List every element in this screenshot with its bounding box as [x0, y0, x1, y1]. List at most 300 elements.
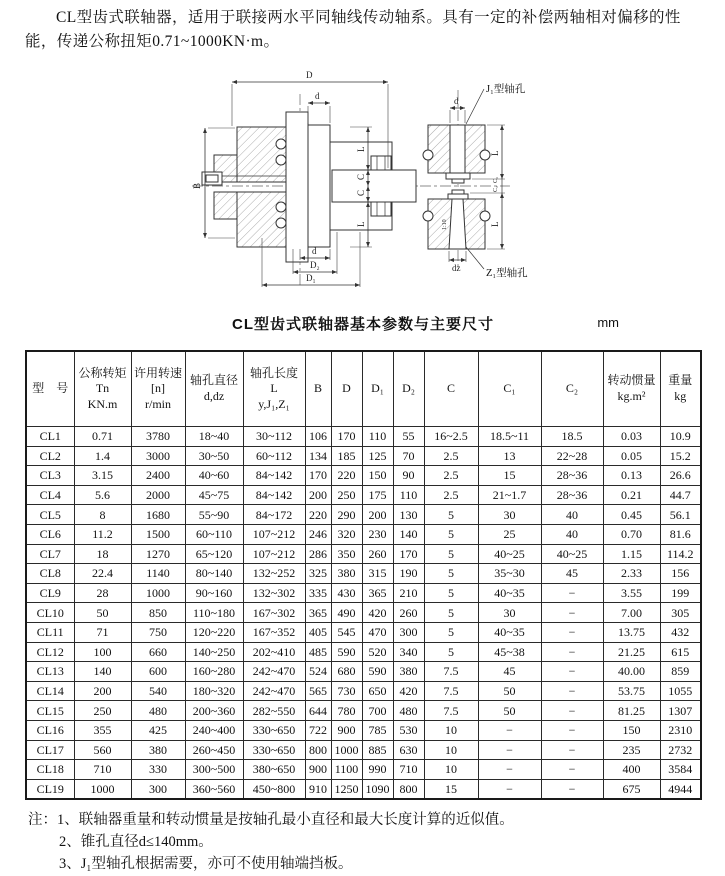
- col-header-line: [n]: [151, 381, 165, 396]
- value-cell: 5: [424, 642, 478, 662]
- value-cell: 170: [305, 466, 331, 486]
- model-cell: CL16: [26, 720, 74, 740]
- value-cell: 365: [362, 583, 393, 603]
- value-cell: 1270: [131, 544, 185, 564]
- value-cell: 140: [74, 662, 131, 682]
- value-cell: 420: [393, 681, 424, 701]
- value-cell: 18~40: [185, 427, 243, 447]
- table-row: [26, 485, 701, 505]
- value-cell: 2310: [660, 720, 701, 740]
- table-row: [26, 544, 701, 564]
- front-view: [192, 70, 418, 288]
- value-cell: 0.45: [603, 505, 660, 525]
- value-cell: 150: [362, 466, 393, 486]
- value-cell: 630: [393, 740, 424, 760]
- value-cell: 3.55: [603, 583, 660, 603]
- value-cell: 15: [424, 779, 478, 799]
- value-cell: 800: [305, 740, 331, 760]
- table-unit: mm: [597, 315, 619, 330]
- table-row: [26, 701, 701, 721]
- table-row: [26, 427, 701, 447]
- value-cell: 286: [305, 544, 331, 564]
- value-cell: 710: [393, 760, 424, 780]
- model-cell: CL15: [26, 701, 74, 721]
- dim-label-d-bottom: d: [312, 246, 317, 256]
- value-cell: 260: [362, 544, 393, 564]
- col-header: [331, 351, 362, 427]
- value-cell: 210: [393, 583, 424, 603]
- value-cell: 450~800: [243, 779, 305, 799]
- value-cell: 315: [362, 564, 393, 584]
- col-header: [603, 351, 660, 427]
- value-cell: 84~142: [243, 485, 305, 505]
- value-cell: 40~35: [478, 583, 541, 603]
- table-row: [26, 603, 701, 623]
- value-cell: 710: [74, 760, 131, 780]
- value-cell: 2.33: [603, 564, 660, 584]
- value-cell: 22~28: [541, 446, 603, 466]
- value-cell: 202~410: [243, 642, 305, 662]
- col-header-line: kg.m²: [617, 389, 646, 403]
- model-cell: CL6: [26, 524, 74, 544]
- value-cell: 250: [331, 485, 362, 505]
- value-cell: 25: [478, 524, 541, 544]
- value-cell: 175: [362, 485, 393, 505]
- value-cell: 350: [331, 544, 362, 564]
- coupling-drawing-svg: [0, 64, 725, 306]
- value-cell: 330: [131, 760, 185, 780]
- value-cell: 250: [74, 701, 131, 721]
- value-cell: 1090: [362, 779, 393, 799]
- value-cell: 120~220: [185, 622, 243, 642]
- value-cell: 200: [74, 681, 131, 701]
- note-text: 1、联轴器重量和转动惯量是按轴孔最小直径和最大长度计算的近似值。: [57, 812, 514, 828]
- value-cell: 5: [424, 524, 478, 544]
- value-cell: 190: [393, 564, 424, 584]
- col-header-line: 公称转矩: [78, 365, 127, 380]
- value-cell: 380: [331, 564, 362, 584]
- value-cell: 1000: [131, 583, 185, 603]
- value-cell: 530: [393, 720, 424, 740]
- col-header-line: 转动惯量: [607, 373, 656, 388]
- value-cell: 10: [424, 740, 478, 760]
- value-cell: 8: [74, 505, 131, 525]
- value-cell: 910: [305, 779, 331, 799]
- value-cell: 30: [478, 603, 541, 623]
- value-cell: 185: [331, 446, 362, 466]
- model-cell: CL19: [26, 779, 74, 799]
- value-cell: −: [541, 681, 603, 701]
- value-cell: 50: [478, 681, 541, 701]
- value-cell: 200: [362, 505, 393, 525]
- value-cell: 785: [362, 720, 393, 740]
- table-row: [26, 466, 701, 486]
- value-cell: 5.6: [74, 485, 131, 505]
- value-cell: 150: [603, 720, 660, 740]
- value-cell: 21.25: [603, 642, 660, 662]
- value-cell: 2.5: [424, 466, 478, 486]
- value-cell: 260: [393, 603, 424, 623]
- value-cell: 644: [305, 701, 331, 721]
- value-cell: 0.70: [603, 524, 660, 544]
- value-cell: 5: [424, 603, 478, 623]
- table-row: [26, 505, 701, 525]
- value-cell: 60~112: [243, 446, 305, 466]
- value-cell: 18: [74, 544, 131, 564]
- value-cell: 60~110: [185, 524, 243, 544]
- side-dim-label-C1: C₁: [493, 176, 499, 183]
- j1-bore-label: J₁型轴孔: [486, 84, 526, 95]
- value-cell: 40~25: [478, 544, 541, 564]
- value-cell: −: [541, 701, 603, 721]
- value-cell: 750: [131, 622, 185, 642]
- value-cell: −: [478, 779, 541, 799]
- value-cell: 132~302: [243, 583, 305, 603]
- col-header-line: 轴孔直径: [189, 373, 238, 388]
- col-header-line: r/min: [145, 396, 171, 411]
- value-cell: 110: [362, 427, 393, 447]
- side-dim-label-C2: C₂: [493, 185, 499, 192]
- col-header-line: D₁: [371, 381, 384, 396]
- value-cell: 84~172: [243, 505, 305, 525]
- value-cell: 90: [393, 466, 424, 486]
- col-header-line: 重量: [668, 373, 693, 388]
- value-cell: 7.5: [424, 701, 478, 721]
- value-cell: 1100: [331, 760, 362, 780]
- value-cell: 235: [603, 740, 660, 760]
- value-cell: 30: [478, 505, 541, 525]
- table-title: CL型齿式联轴器基本参数与主要尺寸: [232, 316, 494, 333]
- value-cell: 80~140: [185, 564, 243, 584]
- value-cell: 320: [331, 524, 362, 544]
- value-cell: −: [541, 760, 603, 780]
- value-cell: 40~35: [478, 622, 541, 642]
- value-cell: 70: [393, 446, 424, 466]
- col-header-line: 型 号: [32, 381, 69, 396]
- value-cell: 850: [131, 603, 185, 623]
- model-cell: CL8: [26, 564, 74, 584]
- col-header-line: kg: [674, 389, 687, 403]
- col-header: [243, 351, 305, 427]
- value-cell: 40~60: [185, 466, 243, 486]
- value-cell: 0.05: [603, 446, 660, 466]
- value-cell: 110~180: [185, 603, 243, 623]
- value-cell: 7.00: [603, 603, 660, 623]
- value-cell: 180~320: [185, 681, 243, 701]
- value-cell: 520: [362, 642, 393, 662]
- dim-label-C1: C: [356, 173, 366, 180]
- col-header-line: d,dz: [203, 389, 225, 403]
- value-cell: 200: [305, 485, 331, 505]
- value-cell: 800: [393, 779, 424, 799]
- value-cell: 50: [74, 603, 131, 623]
- value-cell: 18.5: [541, 427, 603, 447]
- value-cell: 380: [393, 662, 424, 682]
- value-cell: 425: [131, 720, 185, 740]
- value-cell: 330~650: [243, 720, 305, 740]
- value-cell: −: [478, 740, 541, 760]
- dim-label-D1: D₁: [306, 273, 316, 283]
- value-cell: 35~30: [478, 564, 541, 584]
- col-header-line: y,J₁,Z₁: [258, 396, 290, 411]
- value-cell: 110: [393, 485, 424, 505]
- value-cell: 590: [362, 662, 393, 682]
- col-header-line: D₂: [402, 381, 415, 396]
- table-row: [26, 720, 701, 740]
- value-cell: 485: [305, 642, 331, 662]
- value-cell: 199: [660, 583, 701, 603]
- side-dim-label-L1: L: [490, 150, 500, 156]
- value-cell: 13: [478, 446, 541, 466]
- value-cell: 885: [362, 740, 393, 760]
- intro-paragraph: CL型齿式联轴器，适用于联接两水平同轴线传动轴系。具有一定的补偿两轴相对偏移的性能，传递公称扭矩0.71~1000KN·m。: [25, 9, 681, 51]
- dim-label-D: D: [306, 70, 313, 80]
- value-cell: 18.5~11: [478, 427, 541, 447]
- value-cell: 10: [424, 760, 478, 780]
- value-cell: 11.2: [74, 524, 131, 544]
- value-cell: 125: [362, 446, 393, 466]
- value-cell: 130: [393, 505, 424, 525]
- value-cell: 45~75: [185, 485, 243, 505]
- col-header: [26, 351, 74, 427]
- value-cell: 660: [131, 642, 185, 662]
- value-cell: 44.7: [660, 485, 701, 505]
- value-cell: 53.75: [603, 681, 660, 701]
- value-cell: 10.9: [660, 427, 701, 447]
- value-cell: 480: [131, 701, 185, 721]
- table-row: [26, 583, 701, 603]
- value-cell: 167~302: [243, 603, 305, 623]
- value-cell: 55~90: [185, 505, 243, 525]
- value-cell: 430: [331, 583, 362, 603]
- value-cell: 45: [478, 662, 541, 682]
- value-cell: 325: [305, 564, 331, 584]
- col-header: [541, 351, 603, 427]
- dim-label-D2: D₂: [310, 260, 320, 270]
- model-cell: CL11: [26, 622, 74, 642]
- value-cell: 230: [362, 524, 393, 544]
- value-cell: 246: [305, 524, 331, 544]
- dim-label-L1: L: [356, 146, 366, 152]
- note-line: [28, 853, 514, 875]
- value-cell: 220: [331, 466, 362, 486]
- notes: [28, 809, 514, 875]
- value-cell: 30~50: [185, 446, 243, 466]
- value-cell: 0.71: [74, 427, 131, 447]
- value-cell: 0.13: [603, 466, 660, 486]
- value-cell: 5: [424, 505, 478, 525]
- value-cell: 16~2.5: [424, 427, 478, 447]
- value-cell: −: [478, 720, 541, 740]
- col-header: [131, 351, 185, 427]
- value-cell: 100: [74, 642, 131, 662]
- value-cell: 600: [131, 662, 185, 682]
- table-row: [26, 564, 701, 584]
- model-cell: CL12: [26, 642, 74, 662]
- value-cell: 26.6: [660, 466, 701, 486]
- value-cell: 106: [305, 427, 331, 447]
- value-cell: 71: [74, 622, 131, 642]
- note-line: [28, 831, 514, 853]
- model-cell: CL9: [26, 583, 74, 603]
- value-cell: 405: [305, 622, 331, 642]
- value-cell: −: [541, 779, 603, 799]
- value-cell: −: [541, 642, 603, 662]
- col-header: [362, 351, 393, 427]
- value-cell: 615: [660, 642, 701, 662]
- value-cell: 30~112: [243, 427, 305, 447]
- notes-prefix: 注：: [28, 812, 57, 828]
- value-cell: 0.21: [603, 485, 660, 505]
- value-cell: 2400: [131, 466, 185, 486]
- value-cell: −: [541, 583, 603, 603]
- value-cell: 730: [331, 681, 362, 701]
- col-header: [424, 351, 478, 427]
- value-cell: 300~500: [185, 760, 243, 780]
- value-cell: 480: [393, 701, 424, 721]
- dim-label-C2: C: [356, 189, 366, 196]
- note-text: 2、锥孔直径d≤140mm。: [59, 834, 213, 851]
- value-cell: −: [541, 603, 603, 623]
- col-header: [74, 351, 131, 427]
- value-cell: 524: [305, 662, 331, 682]
- value-cell: 242~470: [243, 681, 305, 701]
- value-cell: 1140: [131, 564, 185, 584]
- value-cell: 40: [541, 524, 603, 544]
- value-cell: 7.5: [424, 681, 478, 701]
- col-header: [393, 351, 424, 427]
- value-cell: 300: [131, 779, 185, 799]
- value-cell: 15: [478, 466, 541, 486]
- model-cell: CL3: [26, 466, 74, 486]
- value-cell: 282~550: [243, 701, 305, 721]
- value-cell: 290: [331, 505, 362, 525]
- value-cell: 3000: [131, 446, 185, 466]
- value-cell: 1055: [660, 681, 701, 701]
- value-cell: 780: [331, 701, 362, 721]
- col-header: [660, 351, 701, 427]
- model-cell: CL7: [26, 544, 74, 564]
- value-cell: 545: [331, 622, 362, 642]
- value-cell: 380~650: [243, 760, 305, 780]
- value-cell: 900: [305, 760, 331, 780]
- value-cell: 7.5: [424, 662, 478, 682]
- value-cell: 365: [305, 603, 331, 623]
- value-cell: 107~212: [243, 524, 305, 544]
- col-header: [305, 351, 331, 427]
- value-cell: 170: [393, 544, 424, 564]
- col-header-line: KN.m: [87, 396, 118, 411]
- value-cell: 340: [393, 642, 424, 662]
- header-row: [26, 351, 701, 427]
- table-row: [26, 642, 701, 662]
- col-header-line: Tn: [95, 381, 110, 396]
- value-cell: 56.1: [660, 505, 701, 525]
- value-cell: 420: [362, 603, 393, 623]
- dim-label-L2: L: [356, 221, 366, 227]
- value-cell: 650: [362, 681, 393, 701]
- value-cell: 560: [74, 740, 131, 760]
- value-cell: 200~360: [185, 701, 243, 721]
- value-cell: 55: [393, 427, 424, 447]
- table-body: [26, 427, 701, 800]
- dim-label-d-top: d: [315, 91, 320, 101]
- table-title-row: [25, 313, 701, 337]
- value-cell: 65~120: [185, 544, 243, 564]
- value-cell: 360~560: [185, 779, 243, 799]
- value-cell: 305: [660, 603, 701, 623]
- value-cell: 134: [305, 446, 331, 466]
- value-cell: 28~36: [541, 466, 603, 486]
- col-header-line: B: [313, 381, 322, 396]
- value-cell: 3.15: [74, 466, 131, 486]
- value-cell: 5: [424, 564, 478, 584]
- table-row: [26, 779, 701, 799]
- value-cell: 40.00: [603, 662, 660, 682]
- table-row: [26, 446, 701, 466]
- value-cell: 2.5: [424, 446, 478, 466]
- value-cell: 680: [331, 662, 362, 682]
- value-cell: 45: [541, 564, 603, 584]
- value-cell: 1000: [74, 779, 131, 799]
- note-text: 3、J₁型轴孔根据需要，亦可不使用轴端挡板。: [59, 856, 353, 873]
- value-cell: 1250: [331, 779, 362, 799]
- side-dim-label-d: d: [454, 96, 459, 106]
- value-cell: 81.6: [660, 524, 701, 544]
- value-cell: 540: [131, 681, 185, 701]
- table-row: [26, 524, 701, 544]
- value-cell: 3780: [131, 427, 185, 447]
- table-row: [26, 760, 701, 780]
- col-header-line: C₁: [503, 381, 516, 396]
- model-cell: CL13: [26, 662, 74, 682]
- value-cell: 156: [660, 564, 701, 584]
- value-cell: 675: [603, 779, 660, 799]
- value-cell: 40: [541, 505, 603, 525]
- value-cell: 4944: [660, 779, 701, 799]
- value-cell: −: [541, 720, 603, 740]
- table-row: [26, 622, 701, 642]
- value-cell: 84~142: [243, 466, 305, 486]
- side-dim-label-L2: L: [490, 221, 500, 227]
- col-header: [478, 351, 541, 427]
- value-cell: 40~25: [541, 544, 603, 564]
- value-cell: 1680: [131, 505, 185, 525]
- value-cell: 81.25: [603, 701, 660, 721]
- value-cell: 50: [478, 701, 541, 721]
- value-cell: 1307: [660, 701, 701, 721]
- col-header-line: C: [446, 381, 455, 396]
- value-cell: 5: [424, 544, 478, 564]
- table-row: [26, 681, 701, 701]
- value-cell: 2.5: [424, 485, 478, 505]
- value-cell: 5: [424, 622, 478, 642]
- taper-label: 1:10: [442, 219, 448, 230]
- value-cell: 330~650: [243, 740, 305, 760]
- model-cell: CL1: [26, 427, 74, 447]
- value-cell: 90~160: [185, 583, 243, 603]
- value-cell: 140: [393, 524, 424, 544]
- value-cell: 470: [362, 622, 393, 642]
- value-cell: 0.03: [603, 427, 660, 447]
- value-cell: 300: [393, 622, 424, 642]
- col-header-line: D: [342, 381, 351, 396]
- side-view: [420, 82, 528, 279]
- value-cell: 220: [305, 505, 331, 525]
- value-cell: 900: [331, 720, 362, 740]
- value-cell: 107~212: [243, 544, 305, 564]
- value-cell: 859: [660, 662, 701, 682]
